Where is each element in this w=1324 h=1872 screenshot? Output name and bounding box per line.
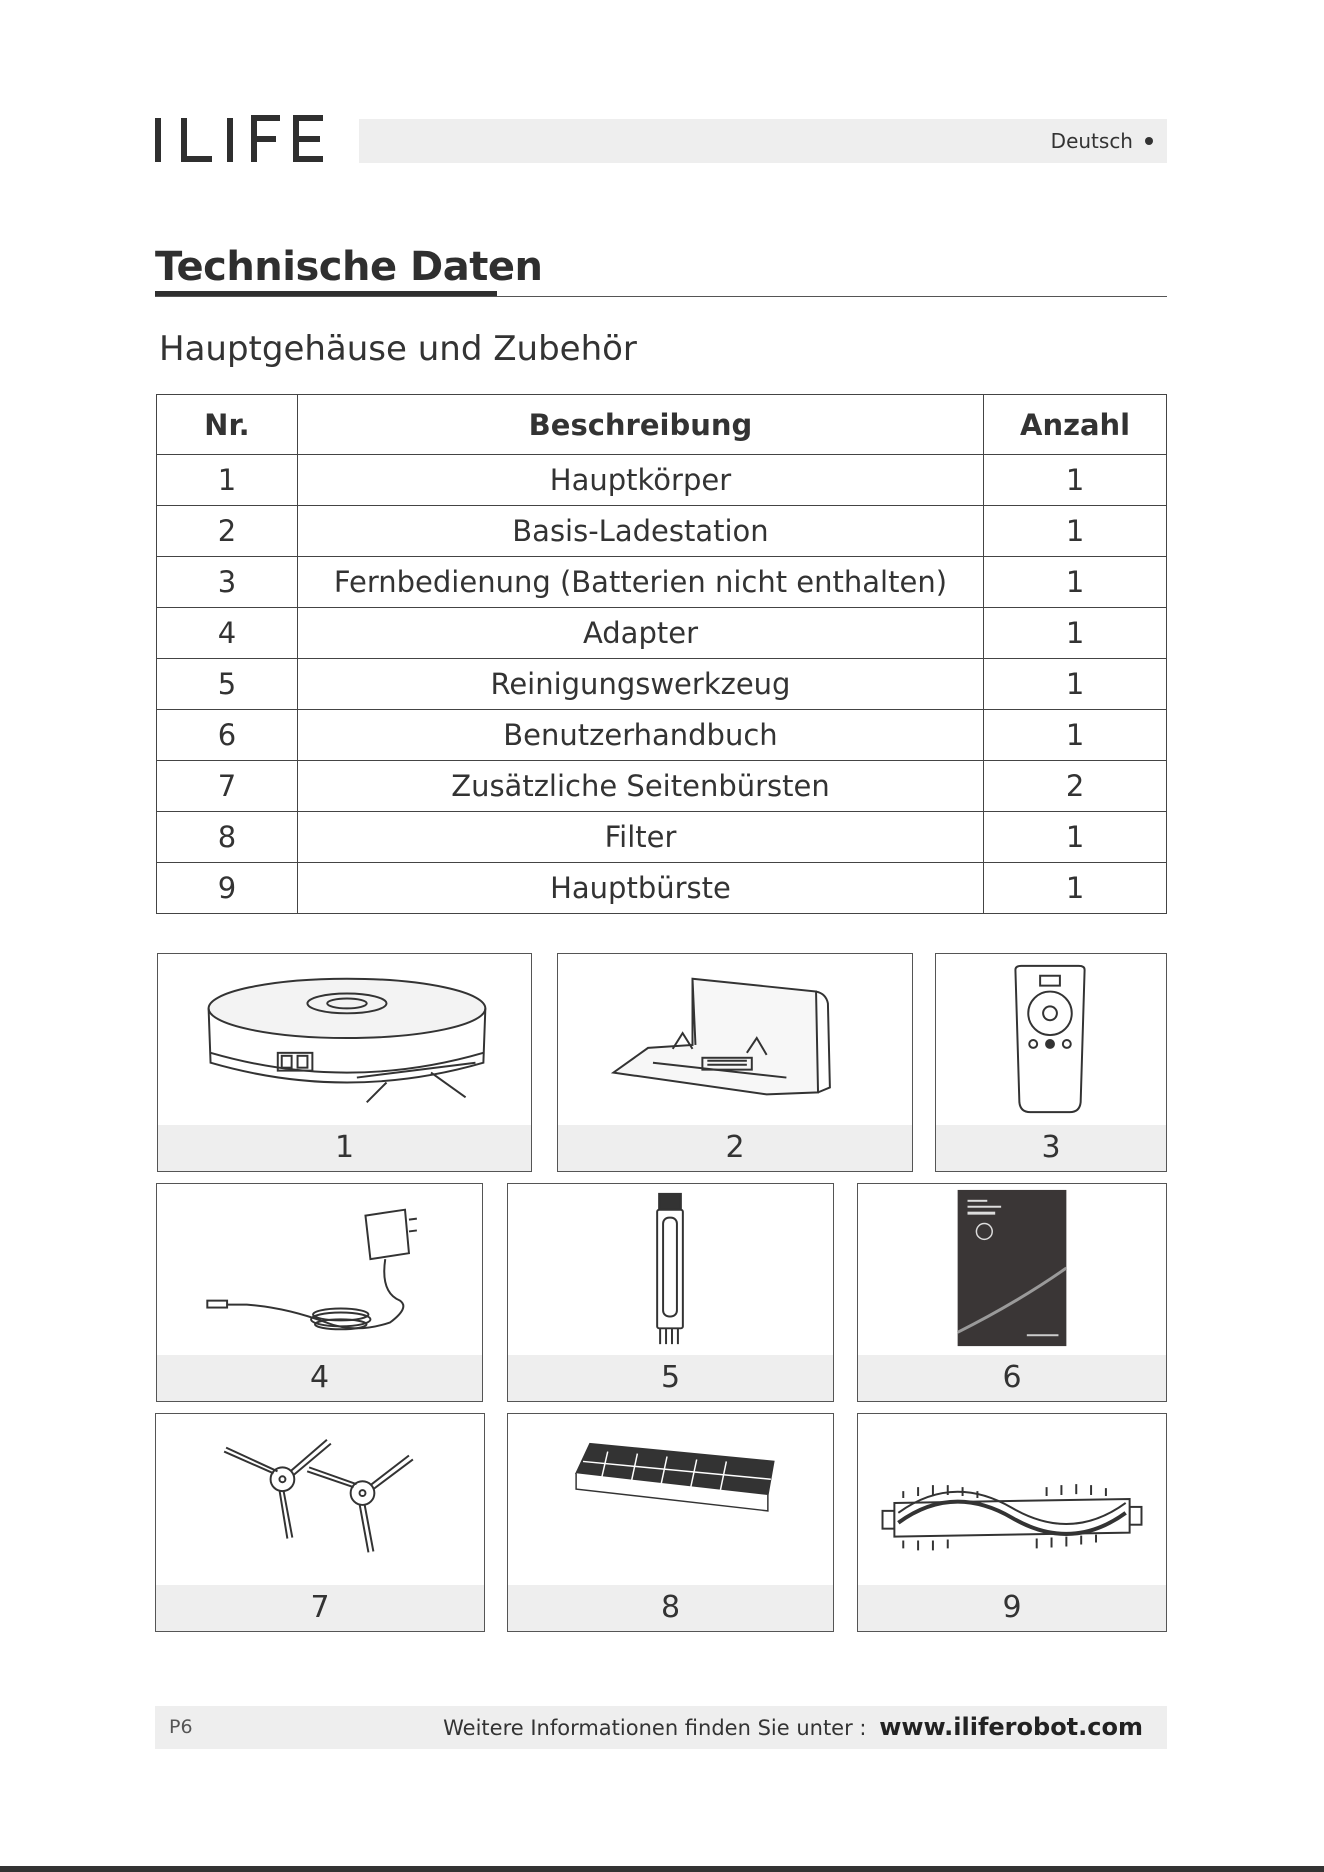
website-link[interactable]: www.iliferobot.com [879, 1713, 1143, 1741]
cell-nr: 6 [157, 710, 298, 761]
cell-nr: 2 [157, 506, 298, 557]
figure-label: 7 [156, 1585, 484, 1631]
figure-card-9 [857, 1413, 1167, 1632]
cell-nr: 9 [157, 863, 298, 914]
table-row [157, 455, 1167, 506]
table-row [157, 863, 1167, 914]
cell-anzahl: 1 [984, 455, 1167, 506]
main-brush-icon [858, 1414, 1166, 1585]
cell-nr: 1 [157, 455, 298, 506]
page-footer [155, 1706, 1167, 1749]
table-row [157, 812, 1167, 863]
figure-card-2 [557, 953, 913, 1172]
side-brush-icon [156, 1414, 484, 1585]
cell-anzahl: 1 [984, 812, 1167, 863]
page-title: Technische Daten [155, 244, 543, 290]
cell-anzahl: 2 [984, 761, 1167, 812]
header-anzahl: Anzahl [984, 395, 1167, 455]
figure-card-4 [156, 1183, 483, 1402]
cell-anzahl: 1 [984, 506, 1167, 557]
figure-label: 2 [558, 1125, 912, 1171]
cell-nr: 7 [157, 761, 298, 812]
table-row [157, 710, 1167, 761]
figure-card-6 [857, 1183, 1167, 1402]
table-row [157, 506, 1167, 557]
language-bar [359, 119, 1167, 163]
figure-card-5 [507, 1183, 834, 1402]
footer-info [443, 1706, 1143, 1750]
figure-card-1 [157, 953, 532, 1172]
figure-card-3 [935, 953, 1167, 1172]
ilife-logo-icon [154, 114, 326, 166]
cell-beschreibung: Hauptkörper [297, 455, 983, 506]
cell-beschreibung: Fernbedienung (Batterien nicht enthalten) [297, 557, 983, 608]
robot-vacuum-icon [158, 954, 531, 1125]
charging-station-icon [558, 954, 912, 1125]
footer-info-text: Weitere Informationen finden Sie unter : [443, 1716, 867, 1740]
filter-icon [508, 1414, 833, 1585]
page-number: P6 [169, 1716, 193, 1738]
cell-nr: 3 [157, 557, 298, 608]
cell-beschreibung: Basis-Ladestation [297, 506, 983, 557]
figure-label: 4 [157, 1355, 482, 1401]
cell-nr: 4 [157, 608, 298, 659]
cell-beschreibung: Filter [297, 812, 983, 863]
cleaning-tool-icon [508, 1184, 833, 1355]
title-rule [155, 296, 1167, 297]
figure-label: 6 [858, 1355, 1166, 1401]
cell-anzahl: 1 [984, 659, 1167, 710]
header-beschreibung: Beschreibung [297, 395, 983, 455]
figure-label: 1 [158, 1125, 531, 1171]
remote-control-icon [936, 954, 1166, 1125]
figure-card-7 [155, 1413, 485, 1632]
section-subtitle: Hauptgehäuse und Zubehör [159, 329, 637, 369]
brand-logo [154, 114, 326, 166]
header-nr: Nr. [157, 395, 298, 455]
cell-anzahl: 1 [984, 710, 1167, 761]
figure-label: 8 [508, 1585, 833, 1631]
cell-beschreibung: Hauptbürste [297, 863, 983, 914]
cell-beschreibung: Zusätzliche Seitenbürsten [297, 761, 983, 812]
cell-nr: 8 [157, 812, 298, 863]
table-row [157, 659, 1167, 710]
bullet-icon [1145, 137, 1153, 145]
table-header-row [157, 395, 1167, 455]
figure-label: 3 [936, 1125, 1166, 1171]
spec-table [156, 394, 1167, 914]
cell-beschreibung: Adapter [297, 608, 983, 659]
figure-card-8 [507, 1413, 834, 1632]
table-row [157, 557, 1167, 608]
cell-anzahl: 1 [984, 863, 1167, 914]
cell-beschreibung: Reinigungswerkzeug [297, 659, 983, 710]
table-row [157, 608, 1167, 659]
cell-anzahl: 1 [984, 608, 1167, 659]
figure-label: 5 [508, 1355, 833, 1401]
cell-beschreibung: Benutzerhandbuch [297, 710, 983, 761]
bottom-edge-rule [0, 1866, 1324, 1872]
table-row [157, 761, 1167, 812]
cell-anzahl: 1 [984, 557, 1167, 608]
figure-label: 9 [858, 1585, 1166, 1631]
language-label: Deutsch [1050, 129, 1133, 153]
user-manual-icon [858, 1184, 1166, 1355]
cell-nr: 5 [157, 659, 298, 710]
power-adapter-icon [157, 1184, 482, 1355]
